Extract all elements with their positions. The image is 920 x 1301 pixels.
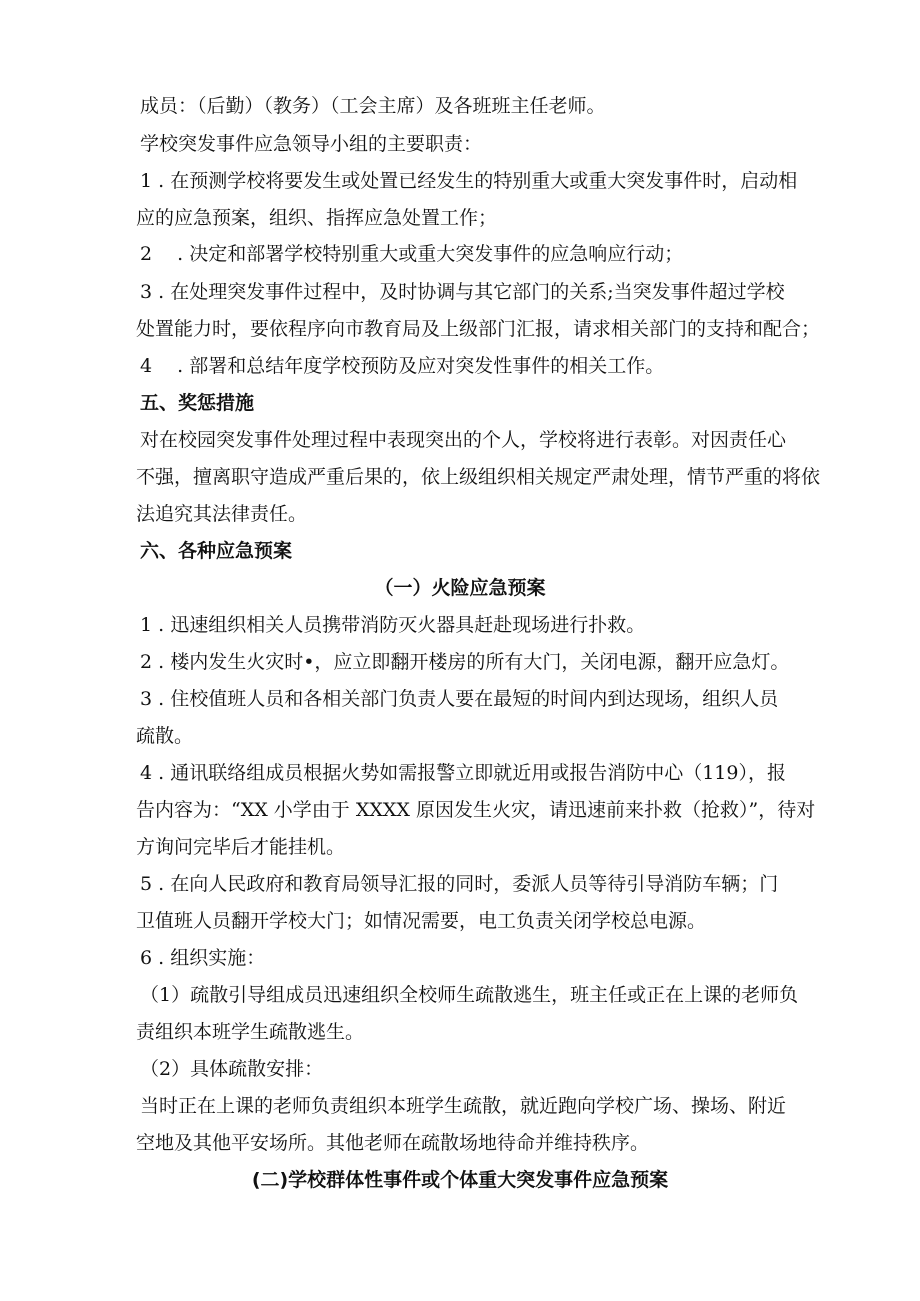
subsection-title: （一）火险应急预案: [374, 577, 546, 599]
text-line: 4 . 通讯联络组成员根据火势如需报警立即就近用或报告消防中心（119），报: [140, 762, 786, 784]
text-line: （1）疏散引导组成员迅速组织全校师生疏散逃生，班主任或正在上课的老师负: [140, 984, 799, 1006]
text-line: 1 . 在预测学校将要发生或处置已经发生的特别重大或重大突发事件时，启动相: [140, 170, 798, 192]
text-line: 方询问完毕后才能挂机。: [136, 836, 346, 858]
text-line: 告内容为：“XX 小学由于 XXXX 原因发生火灾，请迅速前来扑救（抢救）”，待对: [136, 799, 816, 821]
text-line: 1 . 迅速组织相关人员携带消防灭火器具赶赴现场进行扑救。: [140, 614, 646, 636]
text-line: 卫值班人员翻开学校大门；如情况需要，电工负责关闭学校总电源。: [136, 910, 707, 932]
text-line: 6 . 组织实施：: [140, 947, 266, 969]
text-line: 不强，擅离职守造成严重后果的，依上级组织相关规定严肃处理，情节严重的将依: [136, 466, 821, 488]
text-line: 法追究其法律责任。: [136, 503, 308, 525]
text-line: 对在校园突发事件处理过程中表现突出的个人，学校将进行表彰。对因责任心: [140, 429, 787, 451]
text-line: 2 . 楼内发生火灾时•，应立即翻开楼房的所有大门，关闭电源，翻开应急灯。: [140, 651, 790, 673]
text-line: 3 . 住校值班人员和各相关部门负责人要在最短的时间内到达现场，组织人员: [140, 688, 779, 710]
section-heading: 五、奖惩措施: [140, 392, 255, 414]
section-heading: 六、各种应急预案: [140, 540, 293, 562]
text-line: 3 . 在处理突发事件过程中，及时协调与其它部门的关系;当突发事件超过学校: [140, 281, 785, 303]
text-line: 成员：（后勤）（教务）（工会主席）及各班班主任老师。: [140, 95, 606, 117]
text-line: 应的应急预案，组织、指挥应急处置工作；: [136, 207, 498, 229]
text-line: 学校突发事件应急领导小组的主要职责：: [140, 133, 483, 155]
text-line: 5 . 在向人民政府和教育局领导汇报的同时，委派人员等待引导消防车辆；门: [140, 873, 779, 895]
text-line: 处置能力时，要依程序向市教育局及上级部门汇报，请求相关部门的支持和配合；: [136, 318, 821, 340]
text-line: 当时正在上课的老师负责组织本班学生疏散，就近跑向学校广场、操场、附近: [140, 1095, 787, 1117]
text-line: （2）具体疏散安排：: [140, 1058, 324, 1080]
subsection-title: (二)学校群体性事件或个体重大突发事件应急预案: [251, 1169, 669, 1191]
text-line: 空地及其他平安场所。其他老师在疏散场地待命并维持秩序。: [136, 1132, 650, 1154]
text-line: 2 . 决定和部署学校特别重大或重大突发事件的应急响应行动；: [140, 243, 684, 265]
text-line: 4 . 部署和总结年度学校预防及应对突发性事件的相关工作。: [140, 355, 665, 377]
text-line: 疏散。: [136, 725, 194, 747]
text-line: 责组织本班学生疏散逃生。: [136, 1021, 365, 1043]
